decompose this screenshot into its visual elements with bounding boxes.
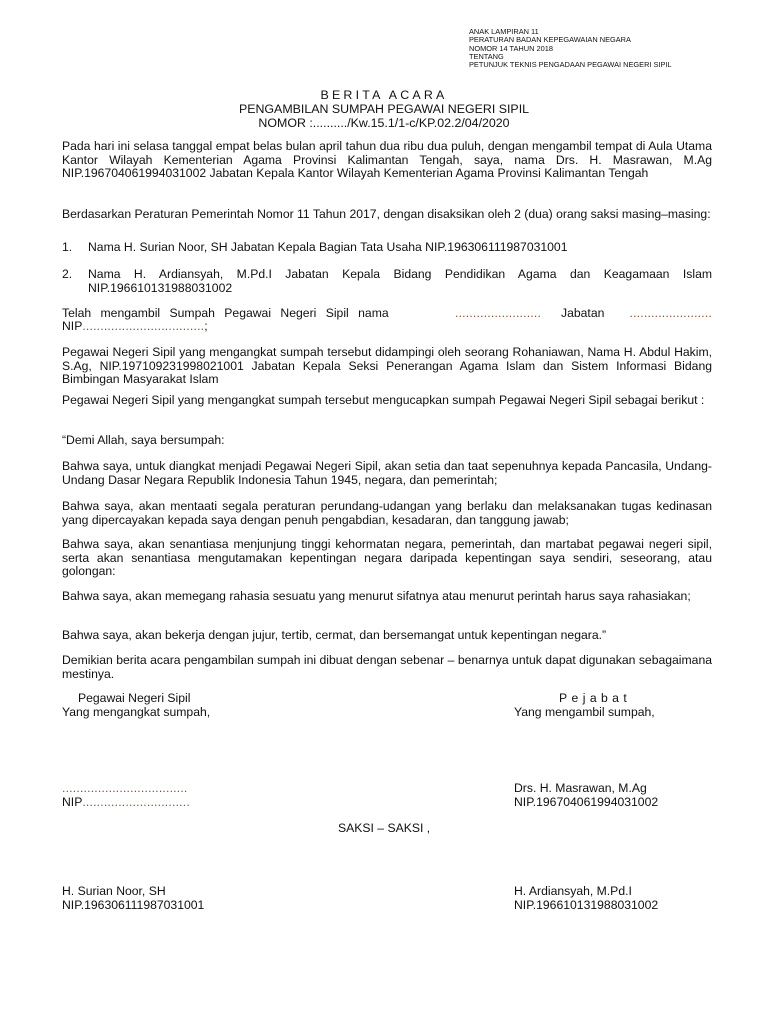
list-text: Nama H. Surian Noor, SH Jabatan Kepala Bagian Tata Usaha NIP.196306111987031001 xyxy=(88,240,568,254)
oath-clause: Bahwa saya, akan bekerja dengan jujur, tertib, cermat, dan bersemangat untuk kepentingan negara.” xyxy=(62,628,607,642)
witness-left-name: H. Surian Noor, SH xyxy=(62,884,166,898)
nip-blank: .................................. xyxy=(82,319,205,333)
annex-reference xyxy=(469,28,672,69)
official-name: Drs. H. Masrawan, M.Ag xyxy=(514,781,647,795)
left-nip-blank: .............................. xyxy=(82,795,190,809)
document-title xyxy=(0,88,768,130)
annex-line: PERATURAN BADAN KEPEGAWAIAN NEGARA xyxy=(469,35,631,45)
witness-right-nip: NIP.196610131988031002 xyxy=(514,898,659,912)
right-signatory-role: Pejabat xyxy=(559,691,632,705)
opening-paragraph: Pada hari ini selasa tanggal empat belas bulan april tahun dua ribu dua puluh, dengan mengambil tempat di Aula Utama Kantor Wilayah Kementerian Agama Provinsi Kalimantan Tengah, saya, nama Drs. H. Masrawan, M.Ag NIP.196704061994031002 Jabatan Kepala Kantor Wilayah Kementerian Agama Provinsi Kalimantan Tengah xyxy=(62,139,712,181)
oath-clause: Bahwa saya, untuk diangkat menjadi Pegawai Negeri Sipil, akan setia dan taat sepenuhnya kepada Pancasila, Undang-Undang Dasar Negara Republik Indonesia Tahun 1945, negara, dan pemerintah; xyxy=(62,459,712,487)
left-signatory-caption: Yang mengangkat sumpah, xyxy=(62,705,211,719)
nip-end: ; xyxy=(204,319,208,333)
witness-left-nip: NIP.196306111987031001 xyxy=(62,898,205,912)
nip-label: NIP xyxy=(62,319,83,333)
oath-opening: “Demi Allah, saya bersumpah: xyxy=(62,433,225,447)
title-main: BERITA ACARA xyxy=(320,88,448,102)
annex-line: NOMOR 14 TAHUN 2018 xyxy=(469,43,553,53)
official-nip: NIP.196704061994031002 xyxy=(514,795,659,809)
list-number: 2. xyxy=(62,267,73,281)
title-subject: PENGAMBILAN SUMPAH PEGAWAI NEGERI SIPIL xyxy=(238,102,530,116)
document-number: NOMOR :........../Kw.15.1/1-c/KP.02.2/04/2020 xyxy=(258,116,510,130)
list-item xyxy=(62,268,712,296)
left-signatory-role: Pegawai Negeri Sipil xyxy=(78,691,191,705)
annex-line: PETUNJUK TEKNIS PENGADAAN PEGAWAI NEGERI SIPIL xyxy=(469,60,672,70)
list-text: Nama H. Ardiansyah, M.Pd.I Jabatan Kepala Bidang Pendidikan Agama dan Keagamaan Islam NIP.196610131988031002 xyxy=(88,267,712,295)
list-item xyxy=(62,241,712,255)
rohaniawan-paragraph: Pegawai Negeri Sipil yang mengangkat sumpah tersebut didampingi oleh seorang Rohaniawan, Nama H. Abdul Hakim, S.Ag, NIP.197109231998021001 Jabatan Kepala Seksi Penerangan Agama Islam dan Sistem Informasi Bidang Bimbingan Masyarakat Islam xyxy=(62,345,712,387)
name-blank: ........................ xyxy=(455,306,542,320)
left-nip xyxy=(62,796,190,810)
left-name-blank: ................................... xyxy=(62,781,188,795)
witness-right-name: H. Ardiansyah, M.Pd.I xyxy=(514,884,632,898)
oath-clause: Bahwa saya, akan memegang rahasia sesuatu yang menurut sifatnya atau menurut perintah harus saya rahasiakan; xyxy=(62,589,691,603)
annex-line: TENTANG xyxy=(469,51,504,61)
oath-clause: Bahwa saya, akan senantiasa menjunjung tinggi kehormatan negara, pemerintah, dan martabat pegawai negeri sipil, serta akan senantiasa mengutamakan kepentingan negara daripada kepentingan saya sendiri, seseorang, atau golongan: xyxy=(62,537,712,579)
right-signatory-caption: Yang mengambil sumpah, xyxy=(514,705,655,719)
oath-clause: Bahwa saya, akan mentaati segala peraturan perundang-udangan yang berlaku dan melaksanakan tugas kedinasan yang dipercayakan kepada saya dengan penuh pengabdian, kesadaran, dan tanggung jawab; xyxy=(62,499,712,527)
basis-paragraph: Berdasarkan Peraturan Pemerintah Nomor 11 Tahun 2017, dengan disaksikan oleh 2 (dua) orang saksi masing–masing: xyxy=(62,207,711,221)
closing-paragraph: Demikian berita acara pengambilan sumpah ini dibuat dengan sebenar – benarnya untuk dapat digunakan sebagaimana mestinya. xyxy=(62,653,712,681)
sworn-prefix: Telah mengambil Sumpah Pegawai Negeri Sipil nama xyxy=(62,306,389,320)
sworn-nip-line xyxy=(62,320,712,334)
witness-heading: SAKSI – SAKSI , xyxy=(338,821,431,835)
annex-line: ANAK LAMPIRAN 11 xyxy=(469,27,539,36)
jabatan-label: Jabatan xyxy=(561,306,605,320)
jabatan-blank: ....................... xyxy=(629,306,712,320)
list-number: 1. xyxy=(62,240,73,254)
recite-paragraph: Pegawai Negeri Sipil yang mengangkat sumpah tersebut mengucapkan sumpah Pegawai Negeri Sipil sebagai berikut : xyxy=(62,393,705,407)
left-nip-label: NIP xyxy=(62,795,83,809)
